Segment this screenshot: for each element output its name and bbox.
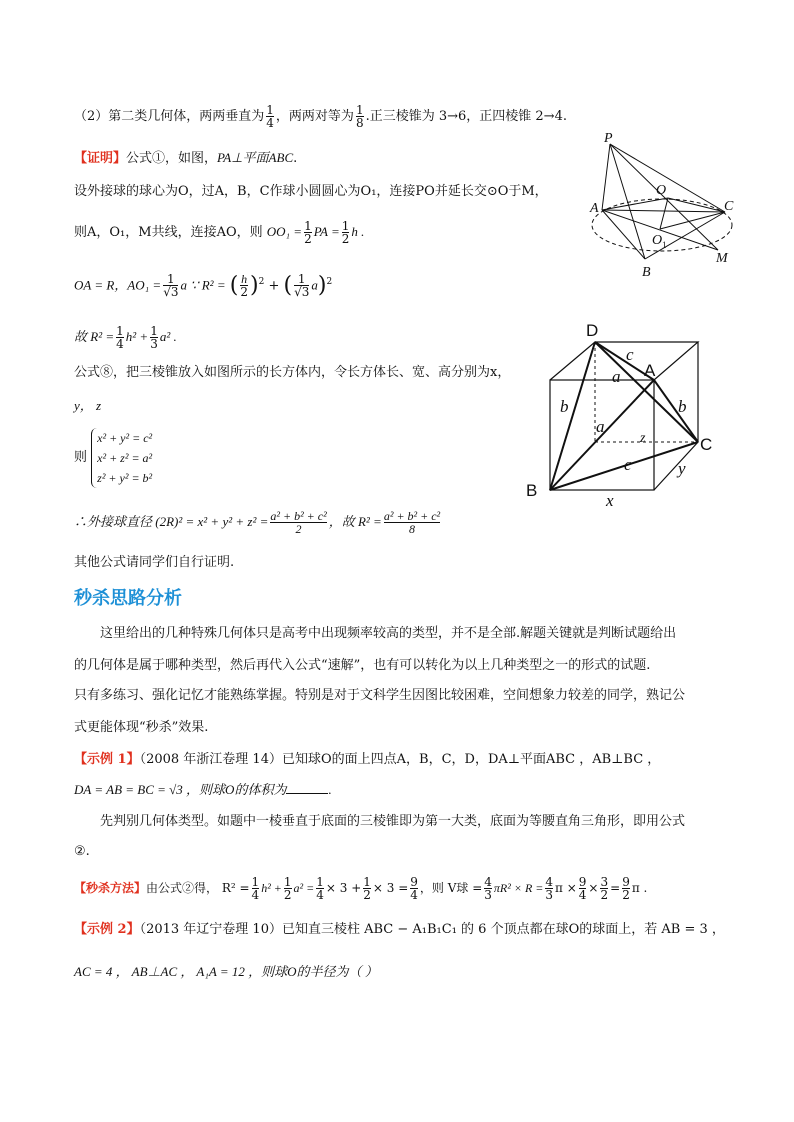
text: 式更能体现“秒杀”效果. xyxy=(74,720,209,735)
method-tag: 【秒杀方法】 xyxy=(74,881,147,895)
frac-num: 1 xyxy=(266,103,274,117)
frac-num: h xyxy=(241,272,248,287)
label-O: O xyxy=(656,183,667,198)
frac-den: √3 xyxy=(294,285,310,300)
example-1-line2 xyxy=(74,780,332,800)
text: 则A，O₁，M共线，连接AO，则 xyxy=(74,225,263,240)
text: . xyxy=(293,151,298,166)
text: （2008 年浙江卷理 14）已知球O的面上四点A，B，C，D，DA⊥平面ABC ，AB⊥BC ， xyxy=(139,752,661,767)
frac-num: 1 xyxy=(297,272,306,287)
paragraph: OA = R，AO₁ = $\frac{1}{√3}$ a ∵ R² = ( $\frac{h}{2}$ )$^2$ + ( $\frac{1}{√3}$ a)$^2$ xyxy=(74,272,333,300)
text: 设外接球的球心为O，过A，B，C作球小圆圆心为O₁，连接PO并延长交⊙O于M， xyxy=(74,184,548,199)
fraction xyxy=(410,876,418,901)
paragraph xyxy=(74,396,101,416)
math: = xyxy=(610,881,621,895)
frac-den: 8 xyxy=(355,116,364,130)
math: πR² × R = xyxy=(493,881,544,895)
method-line xyxy=(74,876,647,901)
label-c-top: c xyxy=(626,345,634,364)
text: 其他公式请同学们自行证明. xyxy=(74,555,235,570)
math: π × xyxy=(555,881,577,895)
label-y: y xyxy=(678,459,686,478)
math: π . xyxy=(631,881,648,895)
frac-num: 9 xyxy=(578,875,587,889)
equation: z² + y² = b² xyxy=(97,471,153,485)
fraction xyxy=(163,273,178,298)
fraction xyxy=(342,220,350,245)
frac-den: √3 xyxy=(163,285,179,300)
frac-den: 4 xyxy=(251,888,260,902)
fraction xyxy=(150,325,158,350)
frac-den: 8 xyxy=(384,522,440,535)
frac-num: a² + b² + c² xyxy=(383,509,441,523)
paragraph xyxy=(74,553,234,573)
text: AC = 4 ， AB⊥AC ， A₁A = 12 ，则球O的半径为（ ） xyxy=(74,964,378,979)
frac-num: 9 xyxy=(410,875,418,889)
equation: x² + z² = a² xyxy=(97,451,153,465)
frac-den: 2 xyxy=(240,285,248,300)
frac-num: 1 xyxy=(251,875,260,889)
label-a-top: a xyxy=(612,367,621,386)
frac-num: 1 xyxy=(341,219,350,233)
paragraph xyxy=(74,510,442,535)
fraction xyxy=(284,876,292,901)
frac-den: 4 xyxy=(116,337,124,351)
frac-den: 2 xyxy=(283,888,292,902)
frac-num: 3 xyxy=(600,875,609,889)
example-tag: 【示例 1】 xyxy=(74,752,140,767)
fraction xyxy=(252,876,260,901)
math: PA = xyxy=(313,224,340,239)
fraction xyxy=(294,273,309,298)
proof-line xyxy=(74,148,297,169)
math: × 3 = xyxy=(372,881,409,895)
label-O1-sub: 1 xyxy=(662,240,667,250)
edge-AC xyxy=(654,380,698,442)
fraction xyxy=(356,104,364,129)
text: 只有多练习、强化记忆才能熟练掌握。特别是对于文科学生因图比较困难，空间想象力较差的同学，熟记公 xyxy=(74,688,686,703)
frac-num: 1 xyxy=(283,875,292,889)
frac-num: 1 xyxy=(167,272,175,287)
math: × 3 + xyxy=(325,881,362,895)
frac-den: 3 xyxy=(545,888,554,902)
paragraph xyxy=(74,363,510,383)
text: 公式①，如图， xyxy=(126,151,218,166)
fraction xyxy=(270,510,326,535)
proof-tag: 【证明】 xyxy=(74,151,127,166)
label-B: B xyxy=(526,481,538,500)
section-title: 秒杀思路分析 xyxy=(74,588,182,609)
math: h . xyxy=(351,224,365,239)
math: 故 R² = xyxy=(74,329,115,344)
label-O1: O xyxy=(652,233,663,248)
analysis-line xyxy=(74,656,650,676)
analysis-line xyxy=(74,686,685,706)
frac-num: 1 xyxy=(150,324,158,338)
label-A: A xyxy=(644,361,656,380)
cuboid-tetrahedron-figure xyxy=(520,320,730,510)
label-B: B xyxy=(642,265,651,280)
text: ，两两对等为 xyxy=(275,109,354,124)
frac-den: 2 xyxy=(363,888,371,902)
fraction xyxy=(384,510,440,535)
math: a ∵ R² = xyxy=(180,277,226,293)
math: h² + xyxy=(261,881,282,895)
text: ②. xyxy=(74,844,90,859)
fraction xyxy=(579,876,587,901)
math: ，则 V球 = xyxy=(419,881,483,895)
label-b-left: b xyxy=(560,397,569,416)
math: OA = R，AO₁ = xyxy=(74,277,162,293)
frac-num: 1 xyxy=(304,219,312,233)
label-C: C xyxy=(700,435,713,454)
fraction xyxy=(304,220,312,245)
edge-AC xyxy=(602,210,725,212)
line-O1C xyxy=(660,212,725,229)
example-2-line2 xyxy=(74,962,378,982)
label-D: D xyxy=(586,321,599,340)
paragraph xyxy=(74,220,364,245)
fraction xyxy=(316,876,324,901)
math: 由公式②得， R² = xyxy=(146,881,250,895)
math: a xyxy=(311,277,318,293)
text: 的几何体是属于哪种类型，然后再代入公式“速解”，也有可以转化为以上几种类型之一的形式的试题. xyxy=(74,658,651,673)
frac-num: 1 xyxy=(316,875,324,889)
label-P: P xyxy=(604,132,613,146)
frac-den: 2 xyxy=(600,888,609,902)
fraction xyxy=(600,876,608,901)
label-c-bot: c xyxy=(624,455,632,474)
label-x: x xyxy=(606,491,614,510)
frac-num: 9 xyxy=(622,875,630,889)
text: 先判别几何体类型。如题中一棱垂直于底面的三棱锥即为第一大类，底面为等腰直角三角形，即用公式 xyxy=(100,814,686,829)
text: 这里给出的几种特殊几何体只是高考中出现频率较高的类型，并不是全部.解题关键就是判断试题给出 xyxy=(100,626,677,641)
text: .正三棱锥为 3→6，正四棱锥 2→4. xyxy=(365,109,567,124)
fraction xyxy=(484,876,492,901)
fraction xyxy=(240,273,248,298)
math: a² . xyxy=(159,329,177,344)
frac-den: 2 xyxy=(341,232,350,246)
edge-DB xyxy=(550,342,595,490)
example-1-solution xyxy=(74,842,90,862)
label-z: z xyxy=(640,431,646,446)
label-M: M xyxy=(716,251,728,266)
fraction xyxy=(622,876,630,901)
text: DA = AB = BC = √3 ，则球O的体积为 xyxy=(74,782,287,797)
equation: x² + y² = c² xyxy=(97,431,153,445)
frac-den: 4 xyxy=(316,888,324,902)
math: ∴外接球直径 (2R)² = x² + y² + z² = xyxy=(74,514,269,529)
paragraph xyxy=(74,182,548,202)
label-a-mid: a xyxy=(596,417,605,436)
line-OA xyxy=(602,198,668,210)
frac-den: 3 xyxy=(484,888,492,902)
example-1-solution xyxy=(100,812,685,832)
paragraph xyxy=(74,325,177,350)
math: a² = xyxy=(293,881,315,895)
frac-den: 2 xyxy=(622,888,630,902)
system-brace xyxy=(91,428,152,488)
frac-den: 4 xyxy=(410,888,418,902)
text: 公式⑧，把三棱锥放入如图所示的长方体内，令长方体长、宽、高分别为x， xyxy=(74,365,511,380)
fraction xyxy=(545,876,553,901)
fraction xyxy=(266,104,274,129)
example-1 xyxy=(74,750,660,770)
text: . xyxy=(328,782,332,797)
fraction xyxy=(363,876,371,901)
frac-den: 4 xyxy=(266,116,274,130)
text: + xyxy=(268,278,280,294)
edge-PA xyxy=(602,144,610,210)
answer-blank[interactable] xyxy=(286,781,328,794)
right-face xyxy=(654,342,698,490)
frac-den: 2 xyxy=(270,522,326,535)
line-OO1 xyxy=(660,198,668,229)
analysis-line xyxy=(74,718,208,738)
label-A: A xyxy=(590,201,599,216)
text: y， z xyxy=(74,398,102,413)
frac-den: 4 xyxy=(578,888,587,902)
analysis-line xyxy=(100,624,676,644)
example-tag: 【示例 2】 xyxy=(74,922,140,937)
math: PA⊥平面ABC xyxy=(217,150,294,165)
frac-den: 2 xyxy=(304,232,312,246)
math: × xyxy=(588,881,599,895)
label-b-right: b xyxy=(678,397,687,416)
fraction xyxy=(116,325,124,350)
text: 则 xyxy=(74,450,88,465)
frac-num: 4 xyxy=(545,875,554,889)
example-2 xyxy=(74,920,725,940)
math: h² + xyxy=(125,329,149,344)
frac-num: 1 xyxy=(355,103,364,117)
paragraph-type2 xyxy=(74,104,567,129)
math: OO₁ = xyxy=(266,224,303,239)
sphere-pyramid-figure xyxy=(580,132,750,282)
equation-system xyxy=(74,428,152,488)
frac-num: a² + b² + c² xyxy=(270,509,327,523)
frac-num: 4 xyxy=(484,875,492,889)
frac-num: 1 xyxy=(363,875,371,889)
text: （2）第二类几何体，两两垂直为 xyxy=(74,109,265,124)
frac-den: 3 xyxy=(150,337,158,351)
text: （2013 年辽宁卷理 10）已知直三棱柱 ABC − A₁B₁C₁ 的 6 个顶点都在球O的球面上，若 AB = 3 ， xyxy=(139,922,725,937)
math: ，故 R² = xyxy=(328,514,382,529)
label-C: C xyxy=(724,199,734,214)
frac-num: 1 xyxy=(116,324,124,338)
